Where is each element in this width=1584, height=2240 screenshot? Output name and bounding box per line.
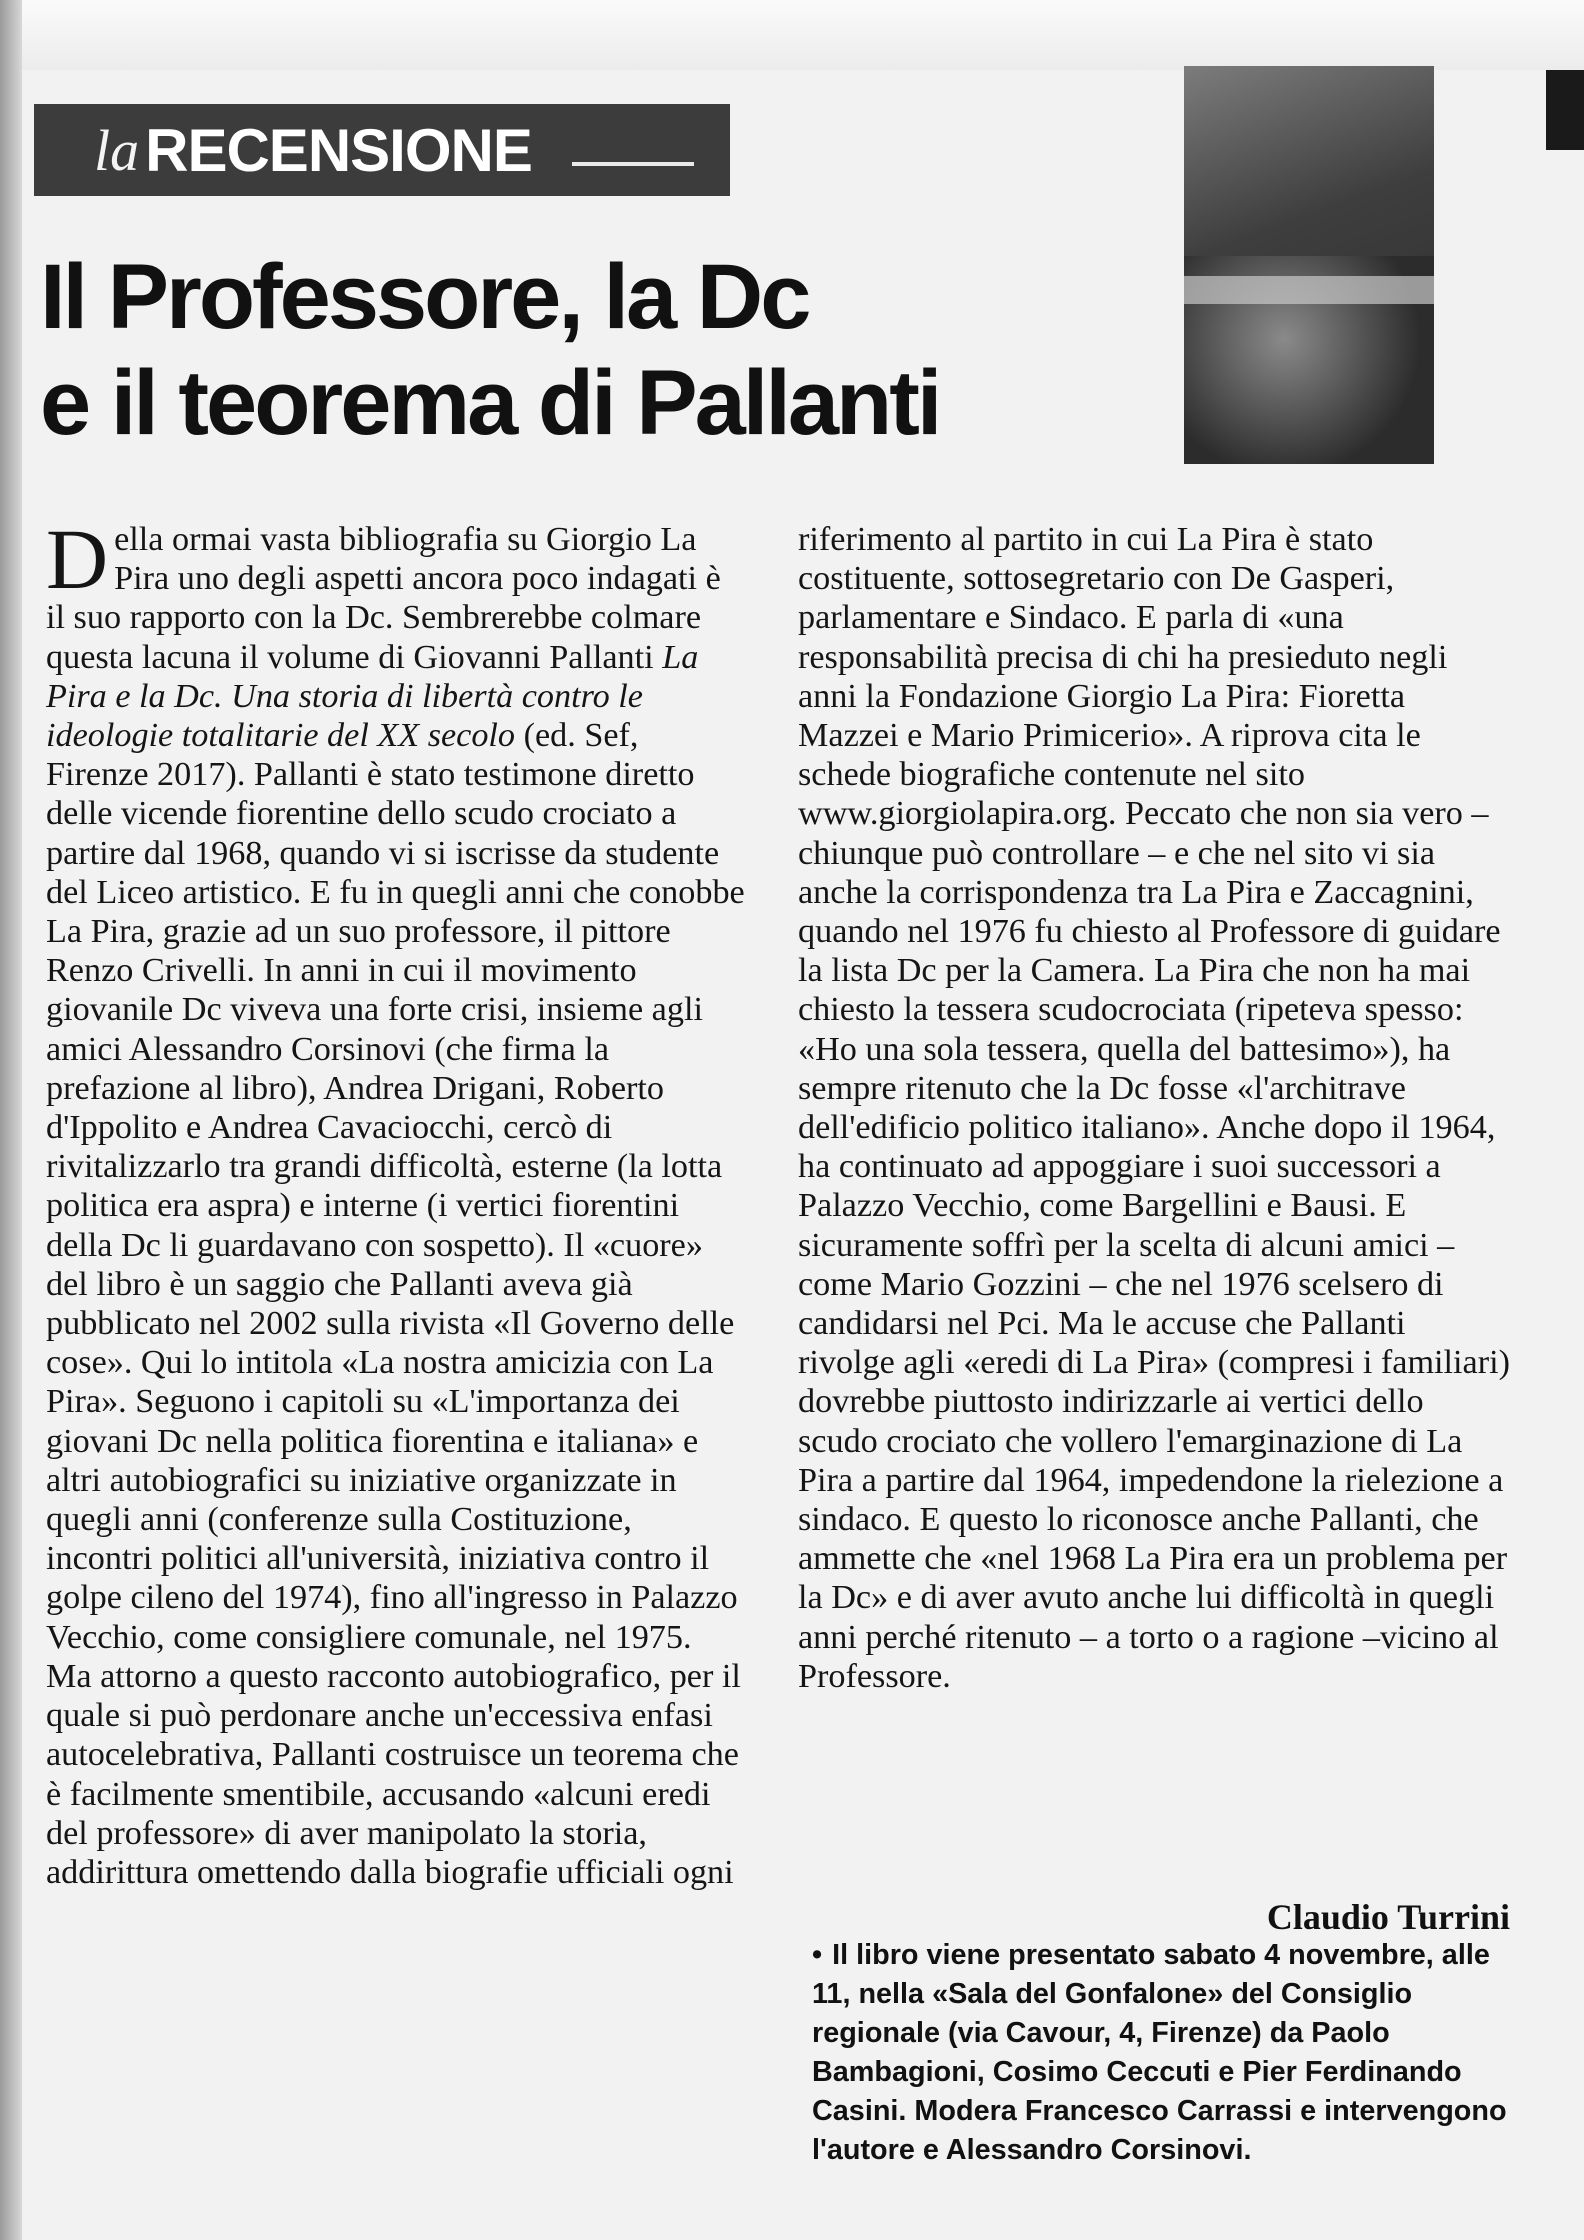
kicker-rule	[572, 162, 694, 166]
event-note	[812, 1936, 1512, 2170]
event-note-text: Il libro viene presentato sabato 4 novembre, alle 11, nella «Sala del Gonfalone» del Consiglio regionale (via Cavour, 4, Firenze) da Paolo Bambagioni, Cosimo Ceccuti e Pier Ferdinando Casini. Modera Francesco Carrassi e intervengono l'autore e Alessandro Corsinovi.	[812, 1939, 1507, 2166]
kicker-label: RECENSIONE	[145, 116, 532, 184]
column-edge-marker	[1546, 70, 1584, 150]
book-cover-image	[1184, 66, 1434, 464]
author-byline: Claudio Turrini	[1266, 1897, 1510, 1937]
paragraph-1-text-b: (ed. Sef, Firenze 2017). Pallanti è stato testimone diretto delle vicende fiorentine dello scudo crociato a partire dal 1968, quando vi si iscrisse da studente del Liceo artistico. E fu in quegli anni che conobbe La Pira, grazie ad un suo professore, il pittore Renzo Crivelli. In anni in cui il movimento giovanile Dc viveva una forte crisi, insieme agli amici Alessandro Corsinovi (che firma la prefazione al libro), Andrea Drigani, Roberto d'Ippolito e Andrea Cavaciocchi, cercò di rivitalizzarlo tra grandi difficoltà, esterne (la lotta politica era aspra) e interne (i vertici fiorentini della Dc li guardavano con sospetto). Il «cuore» del libro è un saggio che Pallanti aveva già pubblicato nel 2002 sulla rivista «Il Governo delle cose». Qui lo intitola «La nostra amicizia con La Pira». Seguono i capitoli su «L'importanza dei giovani Dc nella politica fiorentina e italiana» e altri autobiografici su iniziative organizzate in quegli anni (conferenze sulla Costituzione, incontri politici all'università, iniziativa contro il golpe cileno del 1974), fino all'ingresso in Palazzo Vecchio, come consigliere comunale, nel 1975.	[46, 717, 745, 1656]
article-column-left	[46, 511, 746, 1892]
article-paragraph-2: Ma attorno a questo racconto autobiografico, per il quale si può perdonare anche un'eccessiva enfasi autocelebrativa, Pallanti costruisce un teorema che è facilmente smentibile, accusando «alcuni eredi del professore» di aver manipolato la storia, addirittura omettendo dalla biografie ufficiali ogni	[46, 1657, 741, 1891]
page-top-shadow	[0, 0, 1584, 70]
article-paragraph-3: riferimento al partito in cui La Pira è stato costituente, sottosegretario con De Gasperi, parlamentare e Sindaco. E parla di «una responsabilità precisa di chi ha presieduto negli anni la Fondazione Giorgio La Pira: Fioretta Mazzei e Mario Primicerio». A riprova cita le schede biografiche contenute nel sito www.giorgiolapira.org. Peccato che non sia vero – chiunque può controllare – e che nel sito vi sia anche la corrispondenza tra La Pira e Zaccagnini, quando nel 1976 fu chiesto al Professore di guidare la lista Dc per la Camera. La Pira che non ha mai chiesto la tessera scudocrociata (ripeteva spesso: «Ho una sola tessera, quella del battesimo»), ha sempre ritenuto che la Dc fosse «l'architrave dell'edificio politico italiano». Anche dopo il 1964, ha continuato ad appoggiare i suoi successori a Palazzo Vecchio, come Bargellini e Bausi. E sicuramente soffrì per la scelta di alcuni amici – come Mario Gozzini – che nel 1976 scelsero di candidarsi nel Pci. Ma le accuse che Pallanti rivolge agli «eredi di La Pira» (compresi i familiari) dovrebbe piuttosto indirizzarle ai vertici dello scudo crociato che vollero l'emarginazione di La Pira a partire dal 1964, impedendone la rielezione a sindaco. E questo lo riconosce anche Pallanti, che ammette che «nel 1968 La Pira era un problema per la Dc» e di aver avuto anche lui difficoltà in quegli anni perché ritenuto – a torto o a ragione –vicino al Professore.	[798, 521, 1510, 1695]
bullet-icon: •	[812, 1939, 823, 1971]
dropcap: D	[46, 511, 109, 607]
headline-line-2: e il teorema di Pallanti	[40, 352, 940, 454]
paragraph-1-text-a: ella ormai vasta bibliografia su Giorgio La Pira uno degli aspetti ancora poco indagati è il suo rapporto con la Dc. Sembrerebbe colmare questa lacuna il volume di Giovanni Pallanti	[46, 521, 721, 676]
headline-line-1: Il Professore, la Dc	[40, 246, 809, 348]
book-cover-strip	[1184, 276, 1434, 304]
section-kicker	[34, 104, 730, 196]
article-paragraph-1	[46, 511, 746, 1657]
page-left-edge	[0, 0, 22, 2240]
headline	[40, 244, 1140, 456]
book-title: La Pira e la Dc. Una storia di libertà contro le ideologie totalitarie del XX secolo	[46, 638, 699, 755]
article-column-right	[798, 520, 1510, 1696]
kicker-prefix: la	[94, 117, 140, 183]
